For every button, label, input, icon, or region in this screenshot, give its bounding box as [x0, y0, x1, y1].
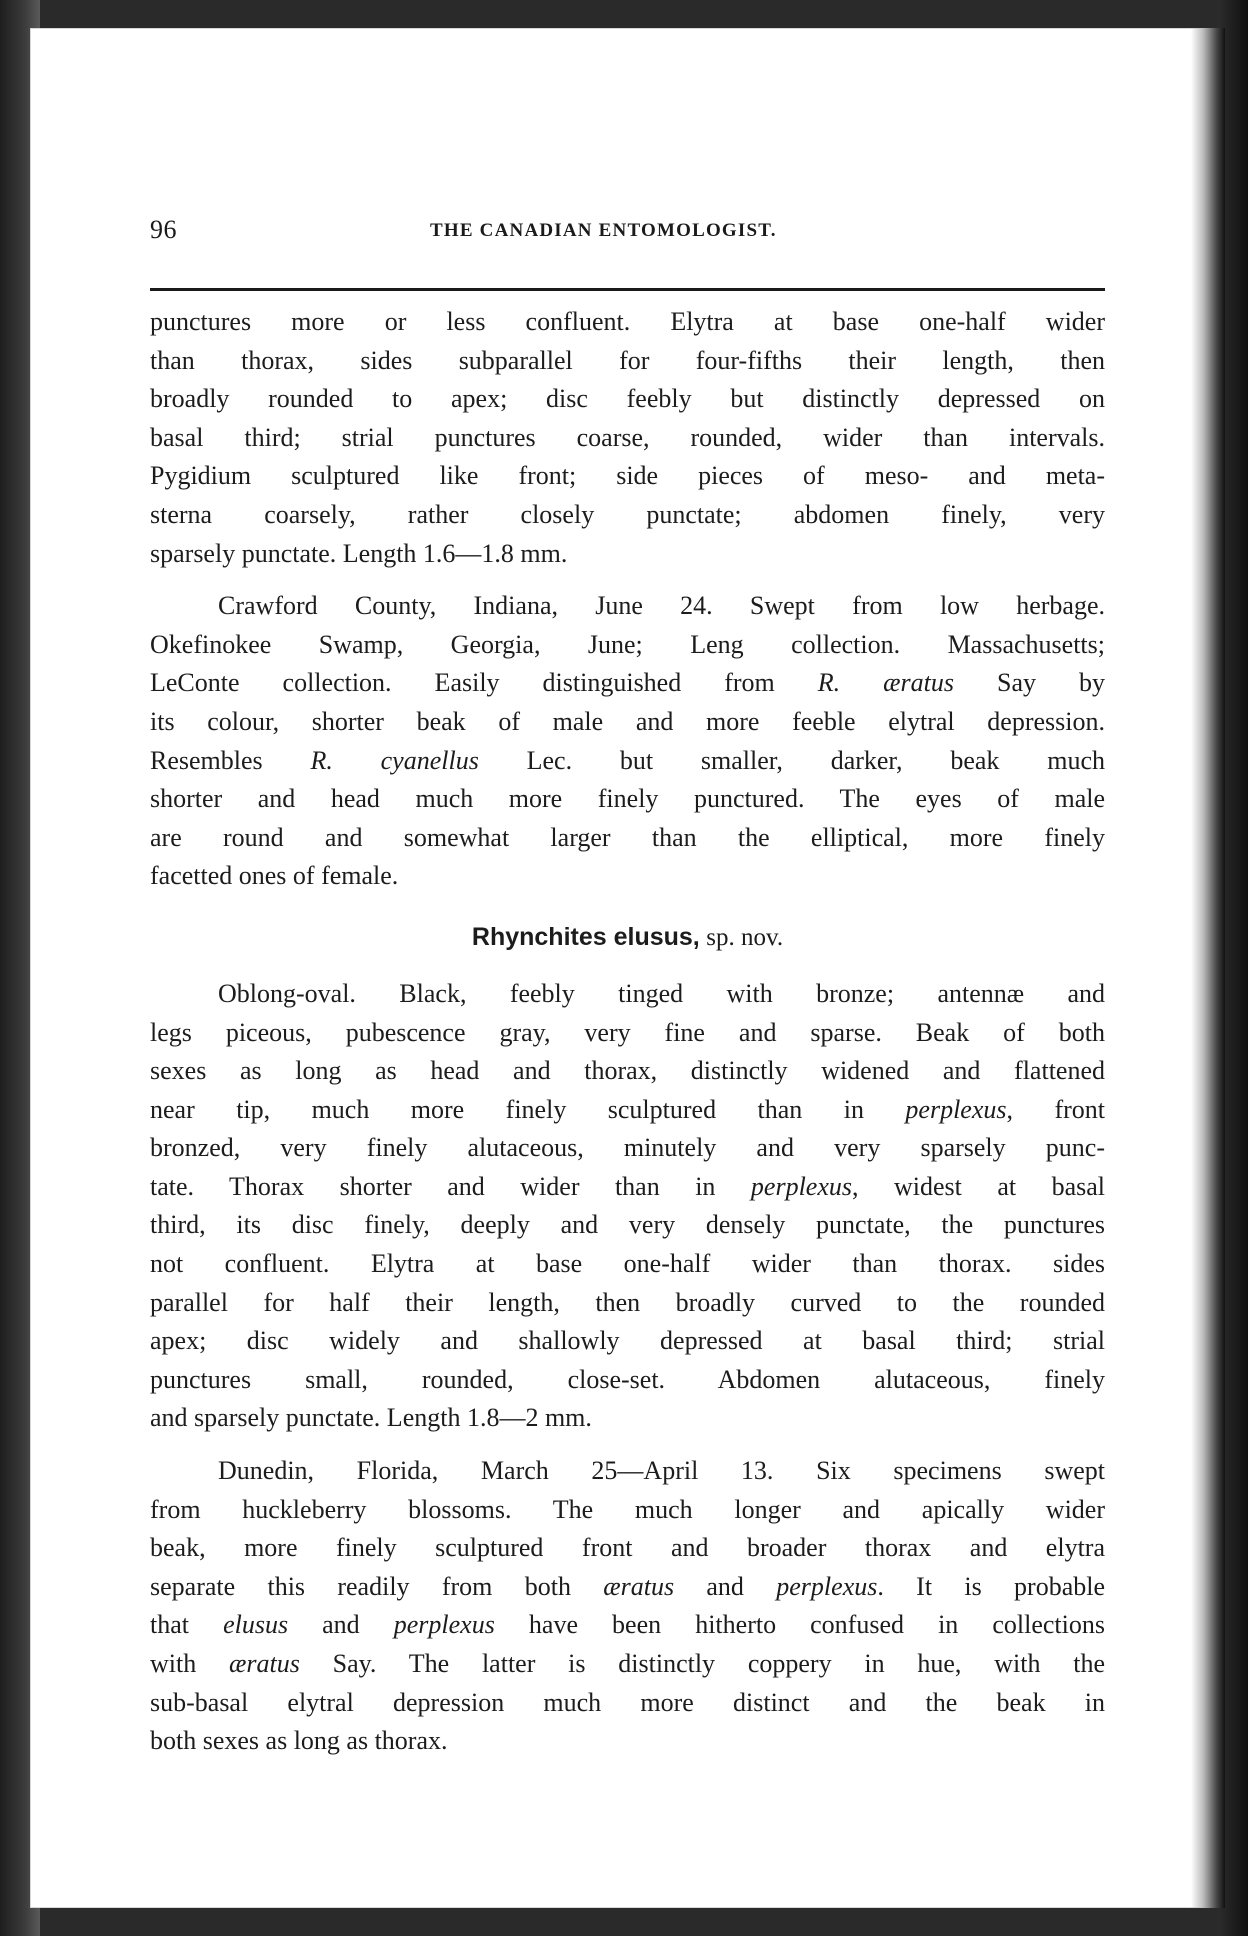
running-title: THE CANADIAN ENTOMOLOGIST.: [430, 220, 777, 241]
text-line: Oblong-oval. Black, feebly tinged with bronze; antennæ and: [218, 978, 1105, 1008]
text-line: and sparsely punctate. Length 1.8—2 mm.: [150, 1403, 592, 1433]
text-line: sexes as long as head and thorax, distinctly widened and flattened: [150, 1056, 1105, 1086]
text-line: facetted ones of female.: [150, 861, 399, 891]
text-line: Dunedin, Florida, March 25—April 13. Six specimens swept: [218, 1456, 1105, 1486]
text-line: beak, more finely sculptured front and broader thorax and elytra: [150, 1533, 1105, 1563]
paragraph-continued-description: [150, 303, 1105, 573]
text-line: with æratus Say. The latter is distinctly coppery in hue, with the: [150, 1649, 1105, 1678]
text-line: Okefinokee Swamp, Georgia, June; Leng collection. Massachusetts;: [150, 629, 1105, 659]
text-line: sparsely punctate. Length 1.6—1.8 mm.: [150, 538, 568, 568]
text-line: than thorax, sides subparallel for four-fifths their length, then: [150, 345, 1105, 375]
text-line: separate this readily from both æratus and perplexus. It is probable: [150, 1571, 1105, 1601]
taxon-name: R. cyanellus: [310, 745, 479, 775]
text-line: apex; disc widely and shallowly depressed at basal third; strial: [150, 1326, 1105, 1356]
text-line: sub-basal elytral depression much more distinct and the beak in: [150, 1687, 1105, 1717]
text-line: Pygidium sculptured like front; side pieces of meso- and meta-: [150, 461, 1105, 491]
species-name: Rhynchites elusus,: [471, 922, 700, 951]
text-line: broadly rounded to apex; disc feebly but distinctly depressed on: [150, 384, 1105, 414]
species-heading: [150, 920, 1105, 955]
header-rule: [150, 288, 1105, 291]
text-line: third, its disc finely, deeply and very densely punctate, the punctures: [150, 1210, 1105, 1240]
text-line: legs piceous, pubescence gray, very fine and sparse. Beak of both: [150, 1017, 1105, 1047]
taxon-name: R. æratus: [817, 668, 954, 698]
text-line: punctures more or less confluent. Elytra at base one-half wider: [150, 307, 1105, 336]
text-line: tate. Thorax shorter and wider than in perplexus, widest at basal: [150, 1171, 1105, 1201]
taxon-name: æratus: [229, 1649, 300, 1678]
article-body: [150, 303, 1105, 1761]
paragraph-species-remarks: [150, 1452, 1105, 1761]
text-line: bronzed, very finely alutaceous, minutely and very sparsely punc-: [150, 1133, 1105, 1163]
text-line: not confluent. Elytra at base one-half wider than thorax. sides: [150, 1249, 1105, 1279]
taxon-name: perplexus: [905, 1094, 1007, 1124]
text-line: its colour, shorter beak of male and more feeble elytral depression.: [150, 706, 1105, 736]
page-gutter-shadow: [1191, 28, 1225, 1908]
taxon-name: perplexus: [776, 1571, 878, 1601]
text-line: punctures small, rounded, close-set. Abdomen alutaceous, finely: [150, 1364, 1105, 1394]
text-line: from huckleberry blossoms. The much longer and apically wider: [150, 1494, 1105, 1524]
text-line: shorter and head much more finely punctured. The eyes of male: [150, 784, 1105, 814]
text-line: basal third; strial punctures coarse, rounded, wider than intervals.: [150, 422, 1105, 452]
text-line: near tip, much more finely sculptured than in perplexus, front: [150, 1094, 1105, 1124]
text-line: Resembles R. cyanellus Lec. but smaller, darker, beak much: [150, 745, 1105, 775]
taxon-name: perplexus: [393, 1610, 495, 1640]
text-line: Crawford County, Indiana, June 24. Swept from low herbage.: [218, 591, 1105, 621]
text-line: are round and somewhat larger than the elliptical, more finely: [150, 822, 1105, 852]
page-number: 96: [150, 215, 177, 244]
text-line: sterna coarsely, rather closely punctate; abdomen finely, very: [150, 499, 1105, 529]
running-header: [150, 215, 1105, 255]
paragraph-species-description: [150, 975, 1105, 1438]
text-line: parallel for half their length, then broadly curved to the rounded: [150, 1287, 1105, 1317]
taxon-name: elusus: [223, 1610, 289, 1640]
text-line: both sexes as long as thorax.: [150, 1726, 448, 1756]
taxon-name: æratus: [603, 1571, 675, 1601]
text-line: LeConte collection. Easily distinguished from R. æratus Say by: [150, 668, 1105, 698]
taxon-name: perplexus: [750, 1171, 852, 1201]
species-rank: sp. nov.: [706, 923, 784, 951]
text-line: that elusus and perplexus have been hitherto confused in collections: [150, 1610, 1105, 1640]
paragraph-locality-notes: [150, 587, 1105, 896]
